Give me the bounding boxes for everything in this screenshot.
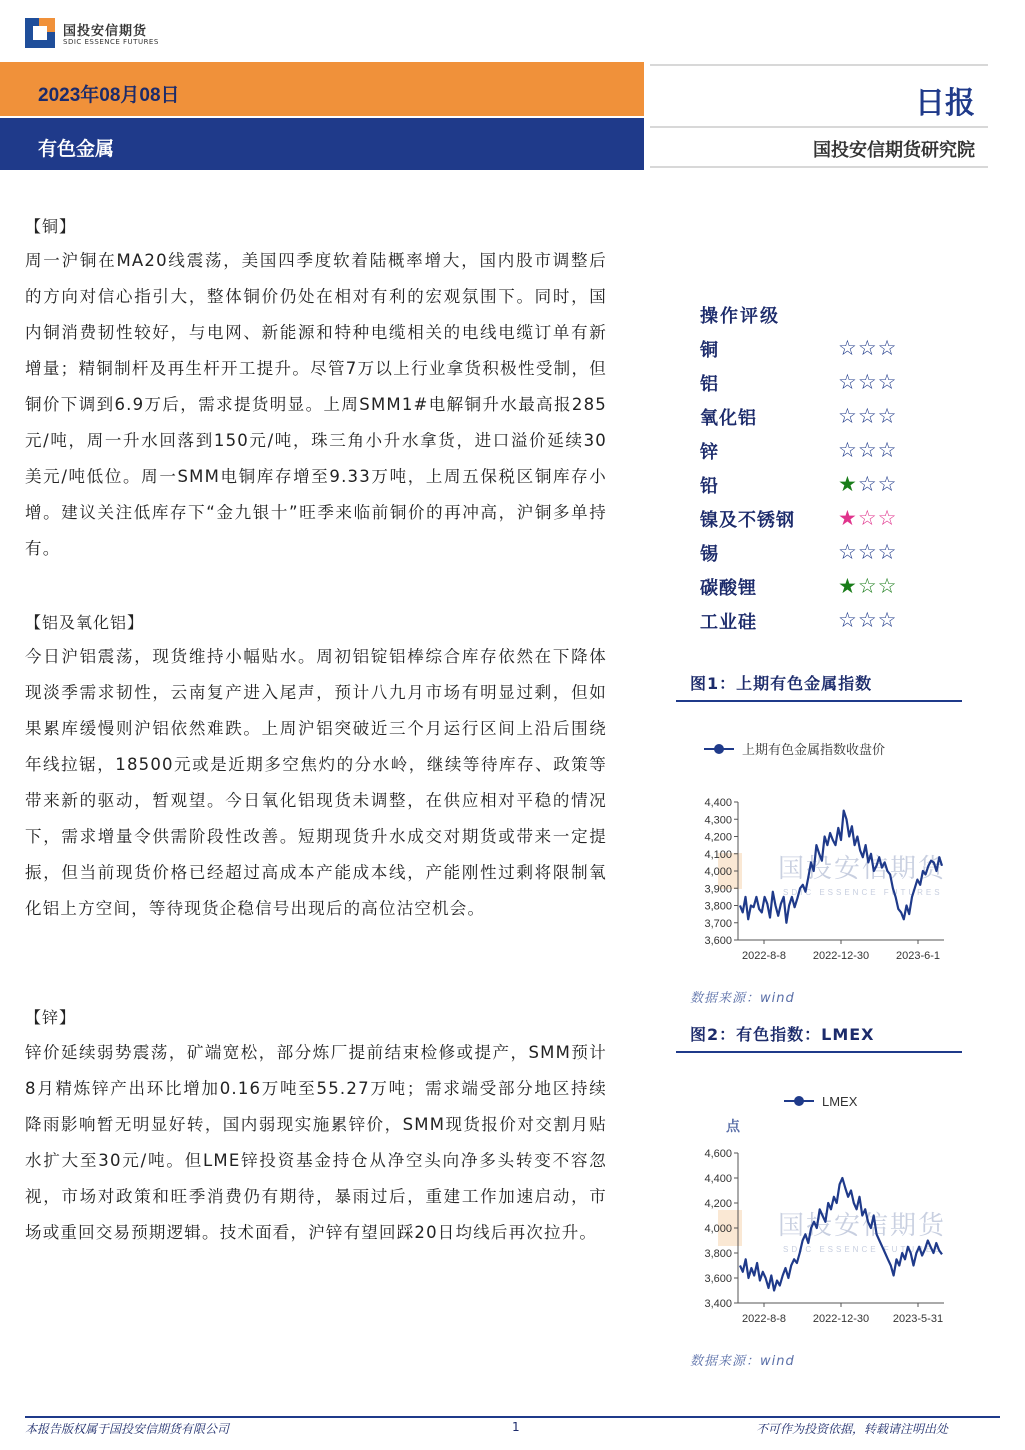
rating-row-zinc: [700, 438, 920, 468]
rating-stars: [838, 574, 897, 598]
star-icon: ☆: [857, 608, 878, 632]
figure1-rule: [676, 700, 962, 702]
y-tick-label: 4,000: [704, 866, 732, 878]
watermark-subtext: SDIC ESSENCE FUTURES: [783, 1245, 943, 1254]
figure1-chart: [676, 720, 966, 970]
star-icon: ☆: [838, 540, 858, 564]
legend-label: LMEX: [822, 1094, 858, 1109]
figure2-title: 图2：有色指数：LMEX: [690, 1025, 875, 1044]
star-icon: ☆: [838, 438, 858, 462]
star-filled-icon: ★: [838, 574, 858, 598]
y-tick-label: 3,600: [704, 1273, 732, 1285]
rating-name: 锌: [700, 442, 719, 463]
zinc-section-title: 【锌】: [25, 1008, 77, 1027]
rating-name: 铝: [700, 374, 719, 395]
x-tick-label: 2022-12-30: [812, 950, 870, 962]
figure2-chart: [676, 1076, 966, 1338]
rating-name: 碳酸锂: [700, 578, 757, 599]
rating-name: 铜: [700, 340, 719, 361]
footer-rule: [25, 1416, 1000, 1418]
copper-paragraph: 周一沪铜在MA20线震荡，美国四季度软着陆概率增大，国内股市调整后的方向对信心指引大，整体铜价仍处在相对有利的宏观氛围下。同时，国内铜消费韧性较好，与电网、新能源和特种电缆相关的电线电缆订单有新增量；精铜制杆及再生杆开工提升。尽管7万以上行业拿货积极性受制，但铜价下调到6.9万后，需求提货明显。上周SMM1#电解铜升水最高报285元/吨，周一升水回落到150元/吨，珠三角小升水拿货，进口溢价延续30美元/吨低位。周一SMM电铜库存增至9.33万吨，上周五保税区铜库存小增。建议关注低库存下“金九银十”旺季来临前铜价的再冲高，沪铜多单持有。: [25, 251, 607, 558]
footer-disclaimer: 不可作为投资依据，转载请注明出处: [756, 1422, 949, 1436]
x-tick-label: 2022-12-30: [812, 1313, 870, 1325]
y-tick-label: 3,800: [704, 900, 732, 913]
y-tick-label: 4,400: [704, 797, 732, 809]
rating-row-nickel: [700, 506, 920, 536]
star-icon: ☆: [877, 404, 898, 428]
rating-title: 操作评级: [700, 306, 780, 327]
y-tick-label: 3,900: [704, 883, 732, 896]
page-number: 1: [512, 1420, 520, 1434]
rating-row-aluminium: [700, 370, 920, 400]
star-icon: ☆: [857, 438, 878, 462]
rating-stars: [838, 540, 897, 564]
logo-name-cn: 国投安信期货: [63, 24, 148, 39]
rating-name: 工业硅: [700, 612, 757, 633]
header-divider: [650, 64, 988, 66]
y-tick-label: 3,700: [704, 917, 732, 930]
star-icon: ☆: [838, 370, 858, 394]
star-icon: ☆: [877, 540, 898, 564]
rating-row-alumina: [700, 404, 920, 434]
legend-marker: [794, 1096, 804, 1106]
figure1-title: 图1：上期有色金属指数: [690, 674, 873, 693]
legend-marker: [714, 744, 724, 754]
y-axis-unit: 点: [726, 1118, 740, 1134]
y-tick-label: 4,100: [704, 848, 732, 861]
y-tick-label: 3,600: [704, 935, 732, 947]
star-filled-icon: ★: [838, 506, 858, 530]
x-tick-label: 2023-5-31: [892, 1313, 944, 1325]
star-icon: ☆: [838, 336, 858, 360]
rating-stars: [838, 438, 897, 462]
institute-name: 国投安信期货研究院: [813, 140, 975, 161]
y-tick-label: 4,000: [704, 1223, 732, 1235]
rating-name: 铅: [700, 476, 719, 497]
star-icon: ☆: [857, 404, 878, 428]
rating-stars: [838, 404, 897, 428]
figure2-rule: [676, 1051, 962, 1053]
y-tick-label: 3,400: [704, 1298, 732, 1310]
star-icon: ☆: [857, 506, 878, 530]
star-icon: ☆: [857, 336, 878, 360]
watermark-subtext: SDIC ESSENCE FUTURES: [783, 888, 943, 897]
rating-row-lead: [700, 472, 920, 502]
y-tick-label: 4,200: [704, 1198, 732, 1210]
rating-row-industrial-silicon: [700, 608, 920, 638]
rating-row-tin: [700, 540, 920, 570]
rating-row-lithium-carbonate: [700, 574, 920, 604]
x-tick-label: 2022-8-8: [741, 950, 787, 962]
rating-stars: [838, 472, 897, 496]
rating-stars: [838, 608, 897, 632]
star-icon: ☆: [877, 370, 898, 394]
y-tick-label: 4,300: [704, 814, 732, 827]
logo-name-en: SDIC ESSENCE FUTURES: [63, 38, 159, 46]
company-logo: [25, 18, 165, 52]
star-icon: ☆: [877, 438, 898, 462]
star-icon: ☆: [877, 336, 898, 360]
section-name: 有色金属: [38, 138, 115, 160]
star-icon: ☆: [857, 370, 878, 394]
star-icon: ☆: [857, 574, 878, 598]
star-icon: ☆: [877, 506, 898, 530]
zinc-paragraph: 锌价延续弱势震荡，矿端宽松，部分炼厂提前结束检修或提产，SMM预计8月精炼锌产出环比增加0.16万吨至55.27万吨；需求端受部分地区持续降雨影响暂无明显好转，国内弱现实施累锌价，SMM现货报价对交割月贴水扩大至30元/吨。但LME锌投资基金持仓从净空头向净多头转变不容忽视，市场对政策和旺季消费仍有期待，暴雨过后，重建工作加速启动，市场或重回交易预期逻辑。技术面看，沪锌有望回踩20日均线后再次拉升。: [25, 1043, 607, 1242]
star-icon: ☆: [877, 608, 898, 632]
star-icon: ☆: [857, 540, 878, 564]
legend-label: 上期有色金属指数收盘价: [742, 742, 886, 757]
figure1-source: 数据来源：wind: [690, 991, 795, 1006]
figure2-source: 数据来源：wind: [690, 1354, 795, 1369]
rating-stars: [838, 336, 897, 360]
star-icon: ☆: [877, 574, 898, 598]
copper-section-title: 【铜】: [25, 217, 77, 236]
star-icon: ☆: [877, 472, 898, 496]
aluminium-paragraph: 今日沪铝震荡，现货维持小幅贴水。周初铝锭铝棒综合库存依然在下降体现淡季需求韧性，云南复产进入尾声，预计八九月市场有明显过剩，但如果累库缓慢则沪铝依然难跌。上周沪铝突破近三个月运行区间上沿后围绕年线拉锯，18500元或是近期多空焦灼的分水岭，继续等待库存、政策等带来新的驱动，暂观望。今日氧化铝现货未调整，在供应相对平稳的情况下，需求增量令供需阶段性改善。短期现货升水成交对期货或带来一定提振，但当前现货价格已经超过高成本产能成本线，产能刚性过剩将限制氧化铝上方空间，等待现货企稳信号出现后的高位沽空机会。: [25, 647, 607, 918]
star-filled-icon: ★: [838, 472, 858, 496]
rating-stars: [838, 370, 897, 394]
header-divider: [650, 126, 988, 128]
header-divider: [650, 166, 988, 168]
aluminium-section-title: 【铝及氧化铝】: [25, 613, 145, 632]
x-tick-label: 2022-8-8: [741, 1313, 787, 1325]
y-tick-label: 4,200: [704, 831, 732, 844]
rating-row-copper: [700, 336, 920, 366]
rating-name: 锡: [700, 544, 719, 565]
y-tick-label: 4,400: [704, 1173, 732, 1185]
star-icon: ☆: [857, 472, 878, 496]
rating-name: 氧化铝: [700, 408, 757, 429]
rating-name: 镍及不锈钢: [700, 510, 795, 531]
report-type: 日报: [915, 86, 975, 121]
footer-copyright: 本报告版权属于国投安信期货有限公司: [25, 1422, 230, 1436]
y-tick-label: 4,600: [704, 1148, 732, 1160]
rating-stars: [838, 506, 897, 530]
star-icon: ☆: [838, 404, 858, 428]
star-icon: ☆: [838, 608, 858, 632]
y-tick-label: 3,800: [704, 1248, 732, 1260]
report-date: 2023年08月08日: [38, 85, 180, 106]
watermark-text: 国投安信期货: [778, 1210, 947, 1240]
watermark-text: 国投安信期货: [778, 853, 947, 883]
x-tick-label: 2023-6-1: [895, 950, 941, 962]
logo-mark-icon: [25, 18, 55, 48]
